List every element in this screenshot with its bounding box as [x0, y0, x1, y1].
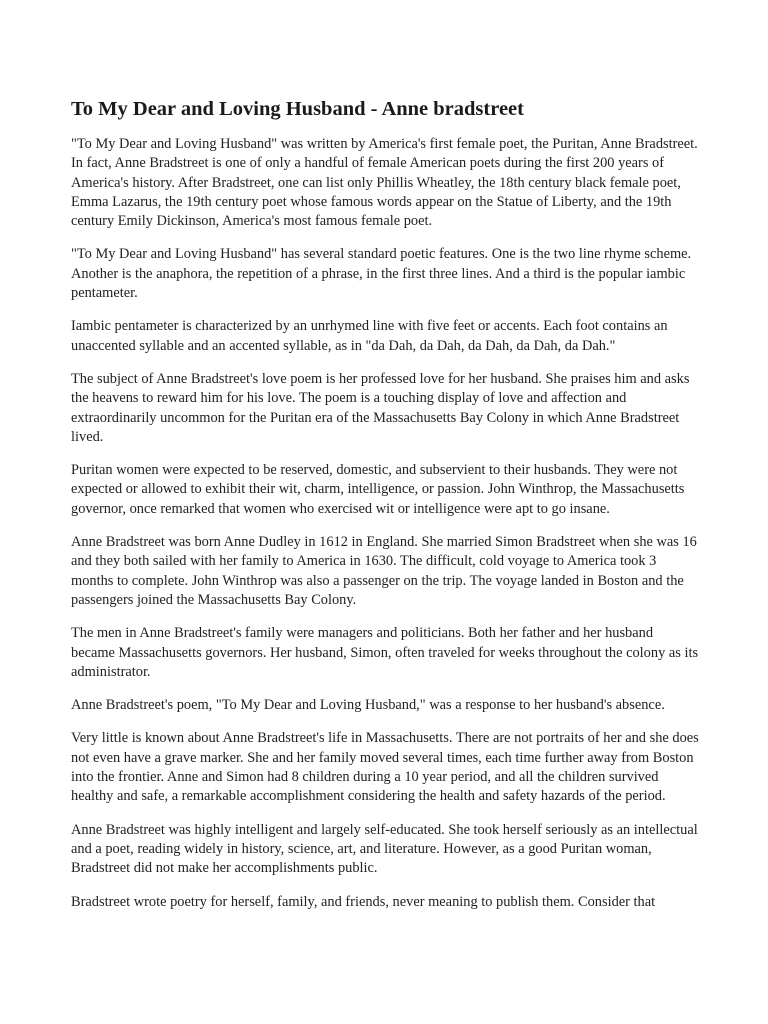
document-title: To My Dear and Loving Husband - Anne bradstreet [71, 98, 524, 120]
paragraph-first-female-poet: "To My Dear and Loving Husband" was written by America's first female poet, the Puritan, Anne Bradstreet. In fact, Anne Bradstreet is one of only a handful of female American poets during the first 200 years of America's history. After Bradstreet, one can list only Phillis Wheatley, the 18th century black female poet, Emma Lazarus, the 19th century poet whose famous words appear on the Statue of Liberty, and the 19th century Emily Dickinson, America's most famous female poet. [71, 136, 698, 230]
paragraph-self-educated: Anne Bradstreet was highly intelligent and largely self-educated. She took herself seriously as an intellectual and a poet, reading widely in history, science, art, and literature. However, as a good Puritan woman, Bradstreet did not make her accomplishments public. [71, 821, 698, 877]
paragraph-iambic-pentameter: Iambic pentameter is characterized by an unrhymed line with five feet or accents. Each foot contains an unaccented syllable and an accented syllable, as in "da Dah, da Dah, da Dah, da Dah, da Dah." [71, 318, 668, 354]
paragraph-family-men: The men in Anne Bradstreet's family were managers and politicians. Both her father and her husband became Massachusetts governors. Her husband, Simon, often traveled for weeks throughout the colony as its administrator. [71, 625, 699, 680]
paragraph-poem-subject: The subject of Anne Bradstreet's love poem is her professed love for her husband. She praises him and asks the heavens to reward him for his love. The poem is a touching display of love and affection and extraordinarily uncommon for the Puritan era of the Massachusetts Bay Colony in which Anne Bradstreet lived. [71, 370, 690, 445]
paragraph-life-in-massachusetts: Very little is known about Anne Bradstreet's life in Massachusetts. There are not portraits of her and she does not even have a grave marker. She and her family moved several times, each time further away from Boston into the frontier. Anne and Simon had 8 children during a 10 year period, and all the children survived healthy and safe, a remarkable accomplishment considering the health and safety hazards of the period. [71, 730, 699, 805]
paragraph-puritan-women: Puritan women were expected to be reserved, domestic, and subservient to their husbands. They were not expected or allowed to exhibit their wit, charm, intelligence, or passion. John Winthrop, the Massachusetts governor, once remarked that women who exercised wit or intelligence were apt to go insane. [71, 462, 685, 517]
paragraph-wrote-poetry: Bradstreet wrote poetry for herself, family, and friends, never meaning to publish them. Consider that [71, 893, 656, 910]
paragraph-poetic-features: "To My Dear and Loving Husband" has several standard poetic features. One is the two line rhyme scheme. Another is the anaphora, the repetition of a phrase, in the first three lines. And a third is the popular iambic pentameter. [71, 246, 692, 302]
paragraph-early-life: Anne Bradstreet was born Anne Dudley in 1612 in England. She married Simon Bradstreet when she was 16 and they both sailed with her family to America in 1630. The difficult, cold voyage to America took 3 months to complete. John Winthrop was also a passenger on the trip. The voyage landed in Boston and the passengers joined the Massachusetts Bay Colony. [71, 534, 697, 608]
document-page [71, 96, 699, 926]
paragraph-husband-absence: Anne Bradstreet's poem, "To My Dear and Loving Husband," was a response to her husband's absence. [71, 697, 665, 714]
